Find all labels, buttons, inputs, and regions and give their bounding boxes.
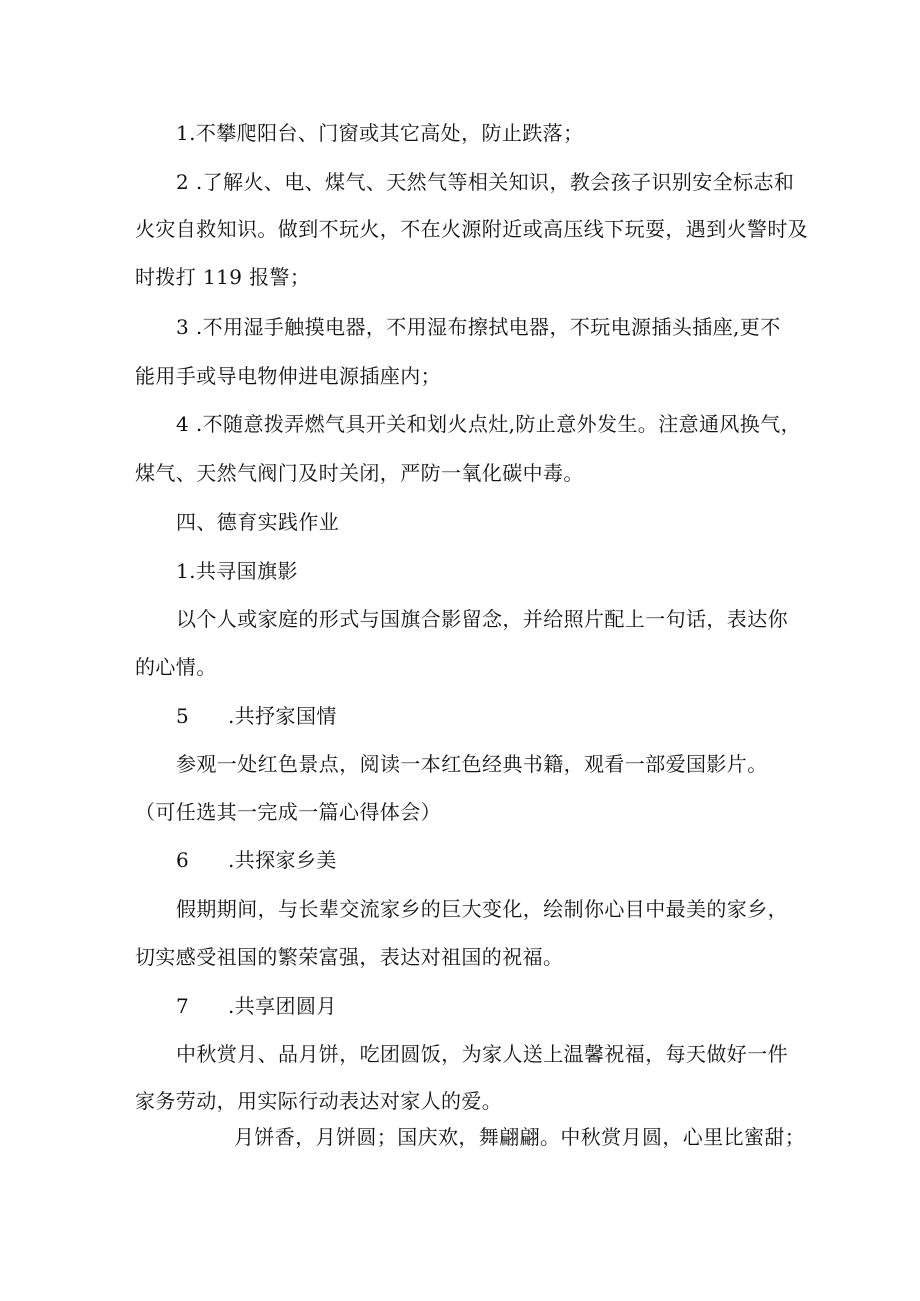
safety-item-3-line-1: 3 .不用湿手触摸电器，不用湿布擦拭电器，不玩电源插头插座,更不 bbox=[176, 315, 781, 339]
practice-item-5-heading bbox=[176, 702, 337, 730]
closing-line: 月饼香，月饼圆；国庆欢，舞翩翩。中秋赏月圆，心里比蜜甜； bbox=[234, 1125, 806, 1149]
practice-item-1-heading: 1.共寻国旗影 bbox=[176, 559, 298, 583]
safety-item-1-line-1: 1.不攀爬阳台、门窗或其它高处，防止跌落； bbox=[176, 121, 584, 145]
practice-item-6-title: .共探家乡美 bbox=[228, 848, 337, 872]
section-heading: 四、德育实践作业 bbox=[176, 510, 340, 534]
safety-item-3-line-2: 能用手或导电物伸进电源插座内； bbox=[135, 364, 441, 388]
practice-item-1-body-line-1: 以个人或家庭的形式与国旗合影留念，并给照片配上一句话，表达你 bbox=[176, 607, 788, 631]
practice-item-5-body-line-1: 参观一处红色景点，阅读一本红色经典书籍，观看一部爱国影片。 bbox=[176, 752, 768, 776]
practice-item-6-heading bbox=[176, 846, 337, 874]
practice-item-7-body-line-2: 家务劳动，用实际行动表达对家人的爱。 bbox=[135, 1089, 503, 1113]
practice-item-7-title: .共享团圆月 bbox=[228, 994, 337, 1018]
safety-item-4-line-2: 煤气、天然气阀门及时关闭，严防一氧化碳中毒。 bbox=[135, 461, 584, 485]
practice-item-7-heading bbox=[176, 992, 337, 1020]
practice-item-6-body-line-2: 切实感受祖国的繁荣富强，表达对祖国的祝福。 bbox=[135, 945, 564, 969]
practice-item-1-body-line-2: 的心情。 bbox=[135, 655, 217, 679]
practice-item-7-body-line-1: 中秋赏月、品月饼，吃团圆饭，为家人送上温馨祝福，每天做好一件 bbox=[176, 1042, 788, 1066]
practice-item-5-number: 5 bbox=[176, 704, 190, 728]
safety-item-2-line-1: 2 .了解火、电、煤气、天然气等相关知识，教会孩子识别安全标志和 bbox=[176, 170, 795, 194]
practice-item-5-title: .共抒家国情 bbox=[228, 704, 337, 728]
safety-item-2-line-3: 时拨打 119 报警； bbox=[135, 265, 311, 289]
practice-item-7-number: 7 bbox=[176, 994, 190, 1018]
practice-item-6-body-line-1: 假期期间，与长辈交流家乡的巨大变化，绘制你心目中最美的家乡， bbox=[176, 897, 788, 921]
safety-item-2-line-2: 火灾自救知识。做到不玩火，不在火源附近或高压线下玩耍，遇到火警时及 bbox=[135, 217, 809, 241]
practice-item-6-number: 6 bbox=[176, 848, 190, 872]
safety-item-4-line-1: 4 .不随意拨弄燃气具开关和划火点灶,防止意外发生。注意通风换气， bbox=[176, 412, 801, 436]
practice-item-5-body-line-2: （可任选其一完成一篇心得体会） bbox=[135, 800, 441, 824]
